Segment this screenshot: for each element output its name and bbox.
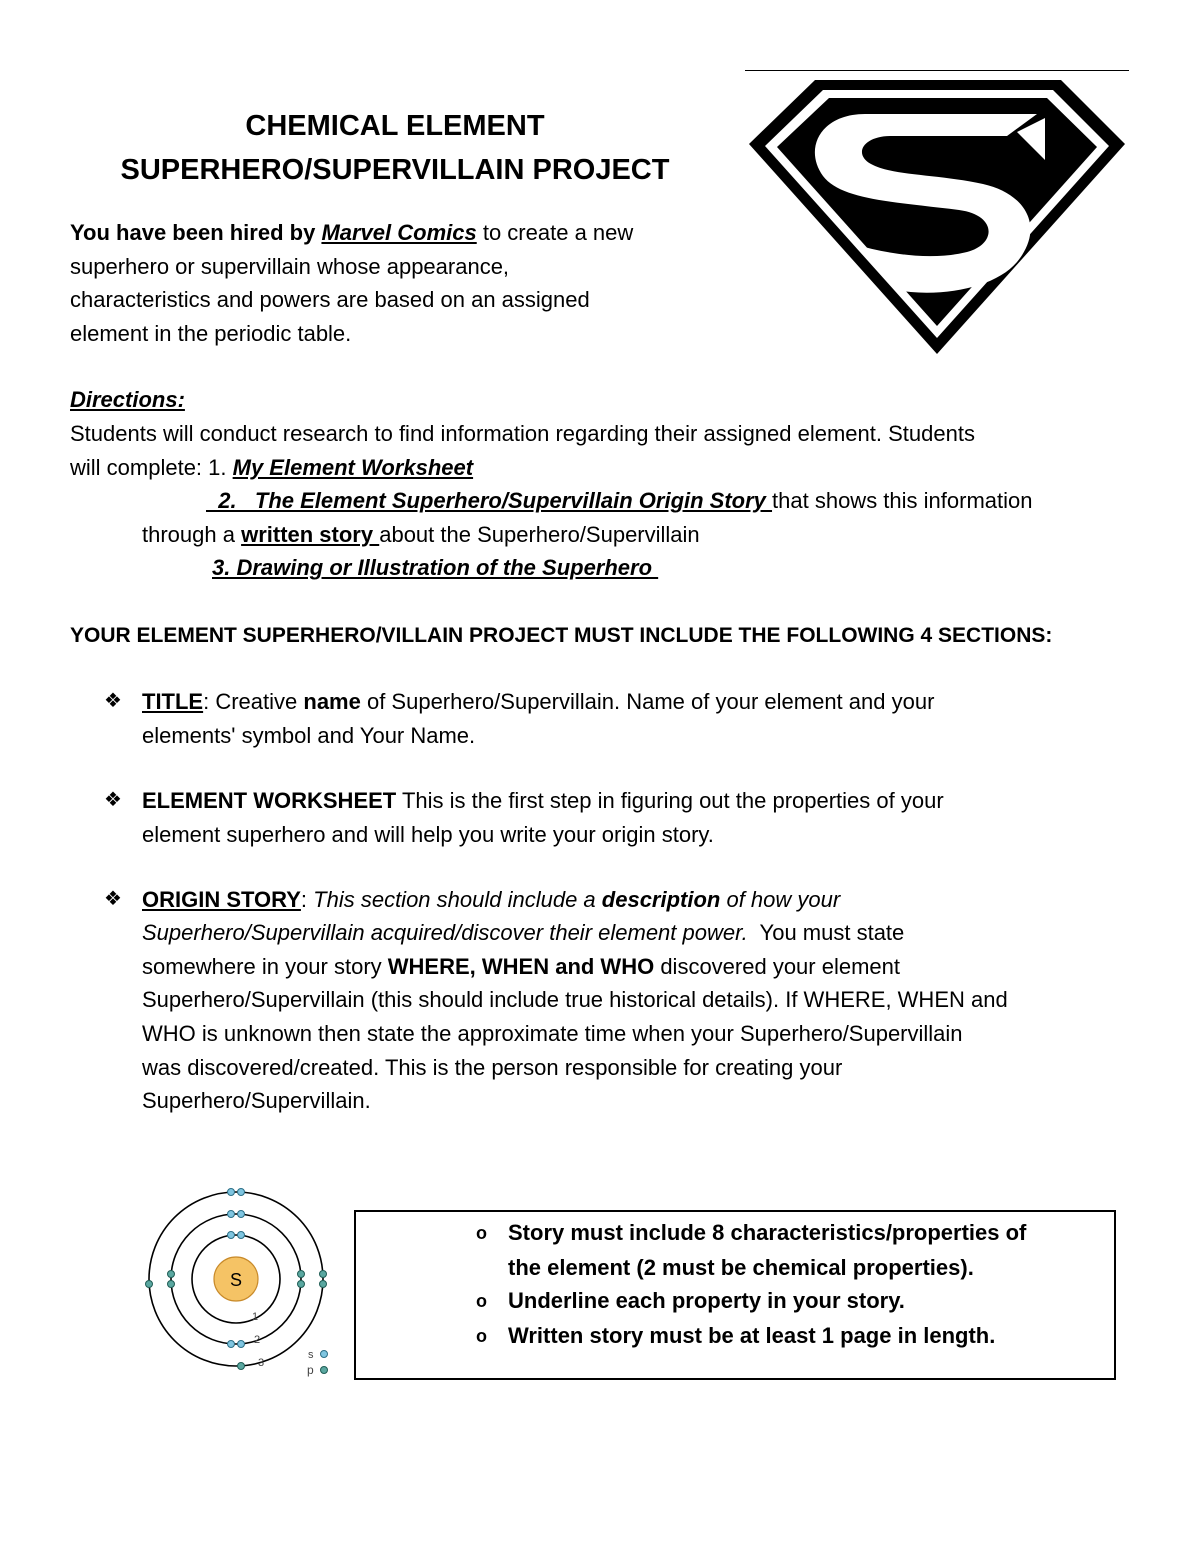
section-worksheet-line2: element superhero and will help you write your origin story. [142,822,714,847]
intro-line2: superhero or supervillain whose appearance, [70,254,510,279]
section-origin-line1 [142,883,840,917]
list-marker: o [476,1223,487,1243]
shell-label-1: 1 [252,1311,259,1323]
bullet-icon: ❖ [104,789,122,811]
section-origin-line4: Superhero/Supervillain (this should include true historical details). If WHERE, WHEN and [142,987,1008,1012]
superhero-logo [745,76,1129,358]
intro-company: Marvel Comics [321,220,477,245]
section-worksheet-line1 [142,784,944,818]
requirements-box [354,1210,1116,1380]
page-title-line2: SUPERHERO/SUPERVILLAIN PROJECT [120,154,670,186]
intro-line4: element in the periodic table. [70,321,352,346]
directions-written-story: written story [241,522,380,547]
section-origin-colon: : [300,887,314,912]
nucleus-symbol: S [229,1270,243,1290]
intro-lead: You have been hired by [70,220,322,245]
directions-item3: 3. Drawing or Illustration of the Superhero [212,555,659,580]
note-item1-line1: Story must include 8 characteristics/properties of [508,1220,1027,1245]
section-origin-line3-c: discovered your element [654,954,900,979]
section-origin-line3 [142,950,900,984]
directions-about: about the Superhero/Supervillain [379,522,700,547]
list-marker: o [476,1326,487,1346]
section-origin-text-b: This section should include a [313,887,602,912]
section-title-line1 [142,685,934,719]
bullet-icon: ❖ [104,888,122,910]
directions-heading: Directions: [70,387,185,412]
section-origin-line7: Superhero/Supervillain. [142,1088,371,1113]
section-title-label: TITLE [142,689,204,714]
directions-complete: will complete: 1. [70,455,233,480]
list-marker: o [476,1291,487,1311]
note-item1-line2: the element (2 must be chemical properties). [508,1255,974,1280]
shell-label-3: 3 [258,1357,265,1369]
section-origin-line6: was discovered/created. This is the person responsible for creating your [142,1055,843,1080]
section-worksheet-text: This is the first step in figuring out the properties of your [396,788,944,813]
note-item2: Underline each property in your story. [508,1288,905,1313]
top-rule [745,70,1129,71]
directions-line4 [142,518,700,552]
section-worksheet-label: ELEMENT WORKSHEET [142,788,397,813]
section-title-text-a: : Creative [203,689,304,714]
directions-item2-rest: that shows this information [772,488,1033,513]
legend-s-dot [321,1351,328,1358]
section-title-line2: elements' symbol and Your Name. [142,723,476,748]
section-origin-line5: WHO is unknown then state the approximate time when your Superhero/Supervillain [142,1021,963,1046]
section-origin-line2 [142,916,904,950]
section-origin-where-when-who: WHERE, WHEN and WHO [387,954,655,979]
section-origin-label: ORIGIN STORY [142,887,301,912]
directions-line3 [206,484,1033,518]
directions-item1: My Element Worksheet [232,455,474,480]
section-origin-description: description [601,887,721,912]
section-origin-text-d: of how your [720,887,841,912]
bullet-icon: ❖ [104,690,122,712]
shell-label-2: 2 [254,1334,261,1346]
legend-p-dot [321,1367,328,1374]
section-origin-line3-a: somewhere in your story [142,954,388,979]
section-origin-line2-italic: Superhero/Supervillain acquired/discover their element power. [142,920,748,945]
intro-line1 [70,216,633,250]
directions-line1: Students will conduct research to find information regarding their assigned element. Students [70,421,975,446]
legend-p-label: p [307,1363,314,1377]
section-title-name: name [303,689,361,714]
directions-line2 [70,451,473,485]
intro-rest: to create a new [476,220,634,245]
section-title-text-c: of Superhero/Supervillain. Name of your element and your [360,689,935,714]
intro-line3: characteristics and powers are based on an assigned [70,287,590,312]
section-origin-line2-rest: You must state [747,920,905,945]
note-item3: Written story must be at least 1 page in length. [508,1323,996,1348]
legend-s-label: s [308,1349,314,1361]
page-title-line1: CHEMICAL ELEMENT [245,110,545,142]
directions-item2: 2. The Element Superhero/Supervillain Origin Story [206,488,773,513]
sulfur-atom-diagram [140,1184,340,1380]
directions-through: through a [142,522,242,547]
sections-heading: YOUR ELEMENT SUPERHERO/VILLAIN PROJECT MUST INCLUDE THE FOLLOWING 4 SECTIONS: [70,624,1053,647]
